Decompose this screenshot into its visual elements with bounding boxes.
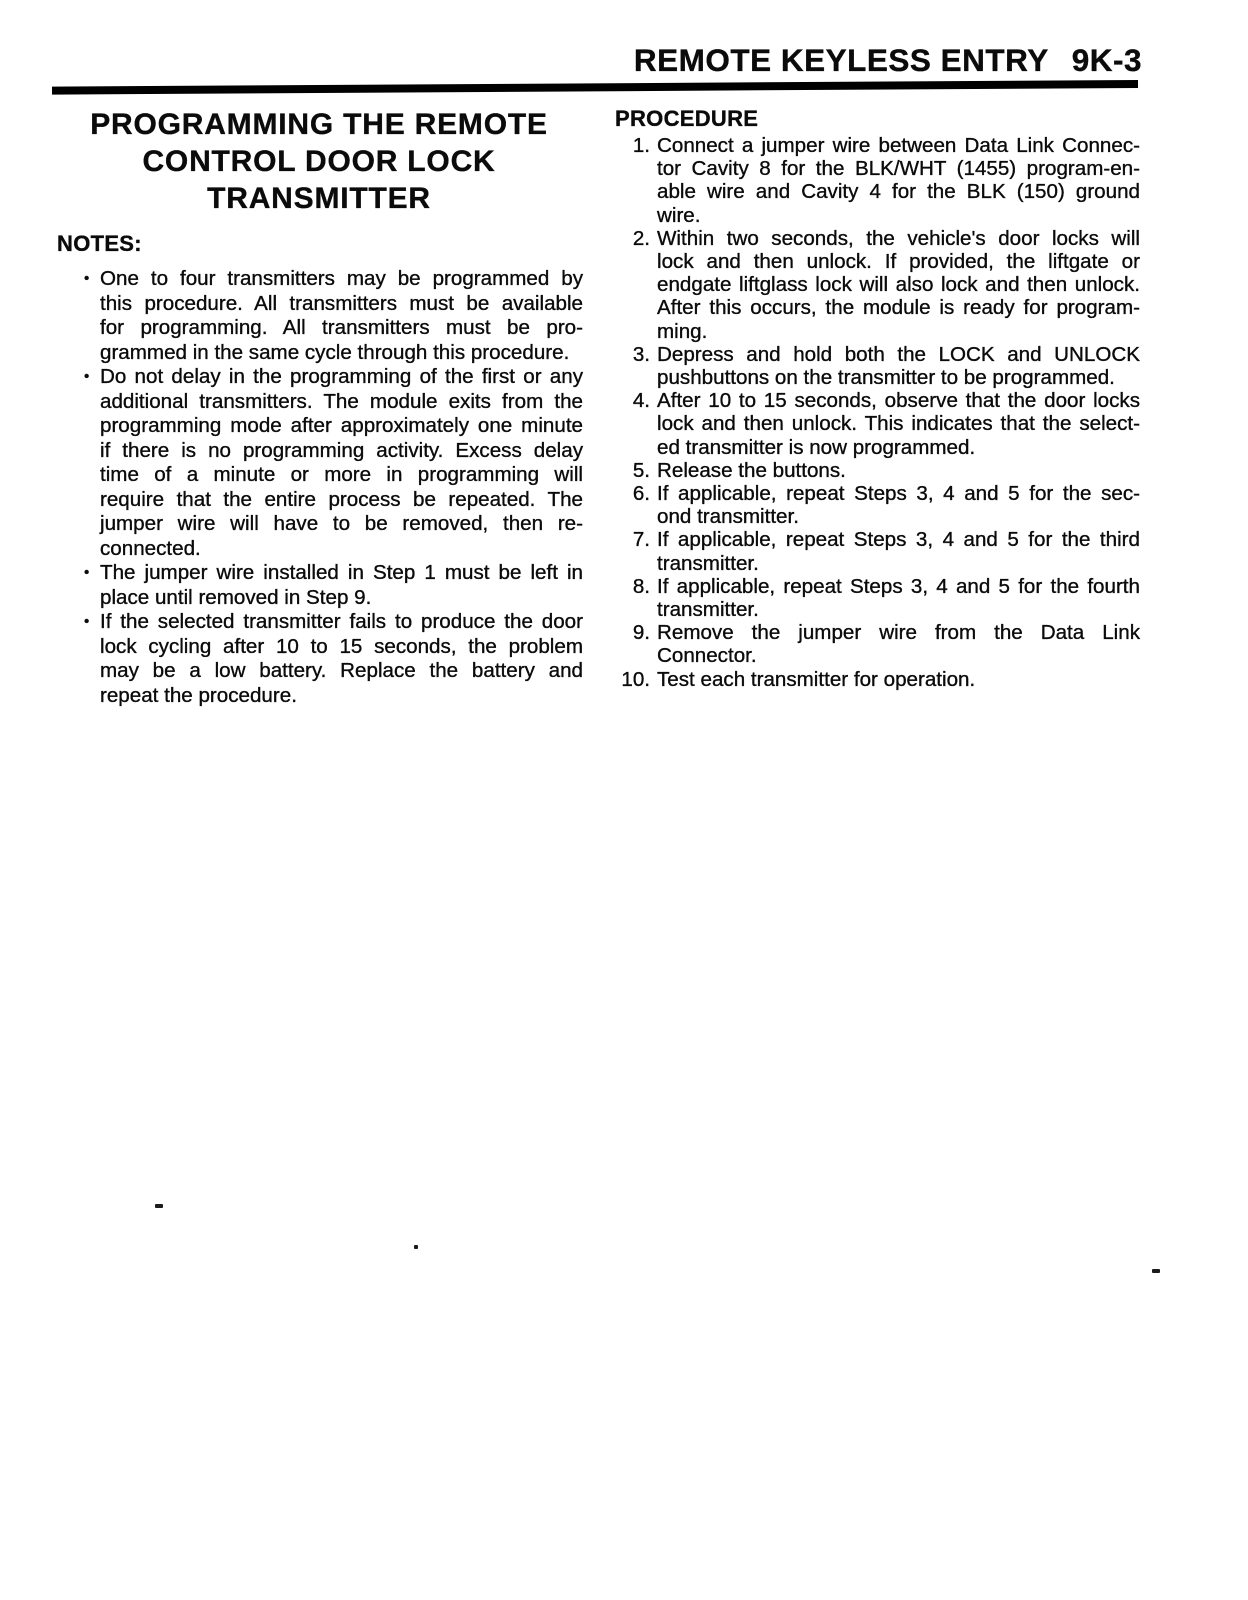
header-rule <box>52 80 1138 95</box>
text-line: require that the entire process be repeated. The <box>100 487 583 511</box>
note-text <box>100 267 583 365</box>
step-number: 9. <box>632 621 650 645</box>
step-item <box>600 621 1140 667</box>
text-line: One to four transmitters may be programmed by <box>100 267 583 290</box>
text-line: If the selected transmitter fails to produce the door <box>100 610 583 633</box>
text-line: for programming. All transmitters must be pro- <box>100 316 583 339</box>
text-line: ond transmitter. <box>657 505 799 529</box>
text-line: If applicable, repeat Steps 3, 4 and 5 for the sec- <box>657 482 1140 506</box>
text-line: After 10 to 15 seconds, observe that the door locks <box>657 389 1140 413</box>
note-item <box>55 610 583 708</box>
text-line: Connector. <box>657 644 757 668</box>
step-item <box>600 134 1140 227</box>
text-line: grammed in the same cycle through this procedure. <box>100 340 570 364</box>
text-line: lock and then unlock. This indicates that the select- <box>657 412 1140 436</box>
text-line: if there is no programming activity. Excess delay <box>100 438 583 462</box>
text-line: ed transmitter is now programmed. <box>657 435 976 459</box>
bullet-dot-icon: • <box>84 368 90 385</box>
text-line: If applicable, repeat Steps 3, 4 and 5 for the fourth <box>657 574 1140 598</box>
step-text <box>657 227 1140 343</box>
text-line: time of a minute or more in programming will <box>100 463 583 486</box>
bullet-dot-icon: • <box>84 564 90 581</box>
header-page-number: 9K-3 <box>1071 42 1142 78</box>
step-text <box>657 343 1140 389</box>
notes-list <box>55 267 583 708</box>
step-number: 4. <box>632 389 650 413</box>
step-item <box>600 528 1140 574</box>
text-line: If applicable, repeat Steps 3, 4 and 5 for the third <box>657 528 1140 552</box>
text-line: Remove the jumper wire from the Data Link <box>657 621 1140 645</box>
step-number: 10. <box>621 667 650 691</box>
step-number: 1. <box>632 134 650 157</box>
text-line: pushbuttons on the transmitter to be programmed. <box>657 366 1115 390</box>
bullet-dot-icon: • <box>84 613 90 630</box>
text-line: Depress and hold both the LOCK and UNLOCK <box>657 342 1140 366</box>
step-number: 8. <box>632 574 650 598</box>
notes-heading: NOTES: <box>57 231 142 256</box>
text-line: programming mode after approximately one minute <box>100 414 583 437</box>
step-item <box>600 459 1140 482</box>
note-item <box>55 365 583 561</box>
procedure-steps-list <box>600 134 1140 691</box>
text-line: tor Cavity 8 for the BLK/WHT (1455) program-en- <box>657 157 1140 181</box>
step-number: 3. <box>632 342 650 366</box>
text-line: Test each transmitter for operation. <box>657 667 976 691</box>
text-line: After this occurs, the module is ready for program- <box>657 296 1140 320</box>
step-text <box>657 482 1140 528</box>
text-line: lock cycling after 10 to 15 seconds, the problem <box>100 634 583 658</box>
step-text <box>657 621 1140 667</box>
text-line: repeat the procedure. <box>100 683 297 707</box>
procedure-heading: PROCEDURE <box>615 106 759 131</box>
step-item <box>600 389 1140 459</box>
text-line: endgate liftglass lock will also lock and then unlock. <box>657 273 1140 297</box>
scan-speck <box>1152 1269 1160 1273</box>
running-head <box>0 43 1142 77</box>
scan-speck <box>414 1245 418 1249</box>
step-text <box>657 528 1140 574</box>
note-text <box>100 610 583 708</box>
note-text <box>100 365 583 561</box>
header-section-title: REMOTE KEYLESS ENTRY <box>633 42 1049 78</box>
text-line: Connect a jumper wire between Data Link Connec- <box>657 134 1140 157</box>
step-number: 6. <box>632 482 650 506</box>
text-line: wire. <box>657 203 701 227</box>
step-item <box>600 227 1140 343</box>
text-line: ming. <box>657 319 708 343</box>
bullet-dot-icon: • <box>84 270 90 287</box>
text-line: transmitter. <box>657 598 759 622</box>
step-item <box>600 343 1140 389</box>
right-column <box>600 107 1140 691</box>
step-text <box>657 668 1140 691</box>
step-text <box>657 575 1140 621</box>
text-line: lock and then unlock. If provided, the liftgate or <box>657 250 1140 274</box>
step-item <box>600 575 1140 621</box>
article-title-line: CONTROL DOOR LOCK <box>142 145 496 178</box>
step-text <box>657 134 1140 227</box>
scan-speck <box>155 1204 163 1208</box>
note-item <box>55 267 583 365</box>
text-line: The jumper wire installed in Step 1 must be left in <box>100 561 583 584</box>
step-number: 2. <box>632 226 650 250</box>
text-line: jumper wire will have to be removed, then re- <box>100 512 583 535</box>
step-number: 7. <box>632 528 650 552</box>
text-line: may be a low battery. Replace the battery and <box>100 659 583 682</box>
article-title-line: PROGRAMMING THE REMOTE <box>90 108 548 141</box>
step-number: 5. <box>632 458 650 482</box>
step-text <box>657 459 1140 482</box>
text-line: Within two seconds, the vehicle's door locks will <box>657 226 1140 250</box>
text-line: place until removed in Step 9. <box>100 585 372 609</box>
note-item <box>55 561 583 610</box>
text-line: transmitter. <box>657 551 759 575</box>
text-line: Release the buttons. <box>657 458 846 482</box>
left-column <box>55 106 583 708</box>
step-item <box>600 482 1140 528</box>
text-line: Do not delay in the programming of the first or any <box>100 365 583 388</box>
article-title-line: TRANSMITTER <box>207 182 431 215</box>
text-line: this procedure. All transmitters must be available <box>100 291 583 315</box>
article-title <box>55 106 583 217</box>
step-text <box>657 389 1140 459</box>
text-line: additional transmitters. The module exits from the <box>100 389 583 413</box>
text-line: connected. <box>100 536 201 560</box>
note-text <box>100 561 583 610</box>
text-line: able wire and Cavity 4 for the BLK (150) ground <box>657 180 1140 204</box>
step-item <box>600 668 1140 691</box>
